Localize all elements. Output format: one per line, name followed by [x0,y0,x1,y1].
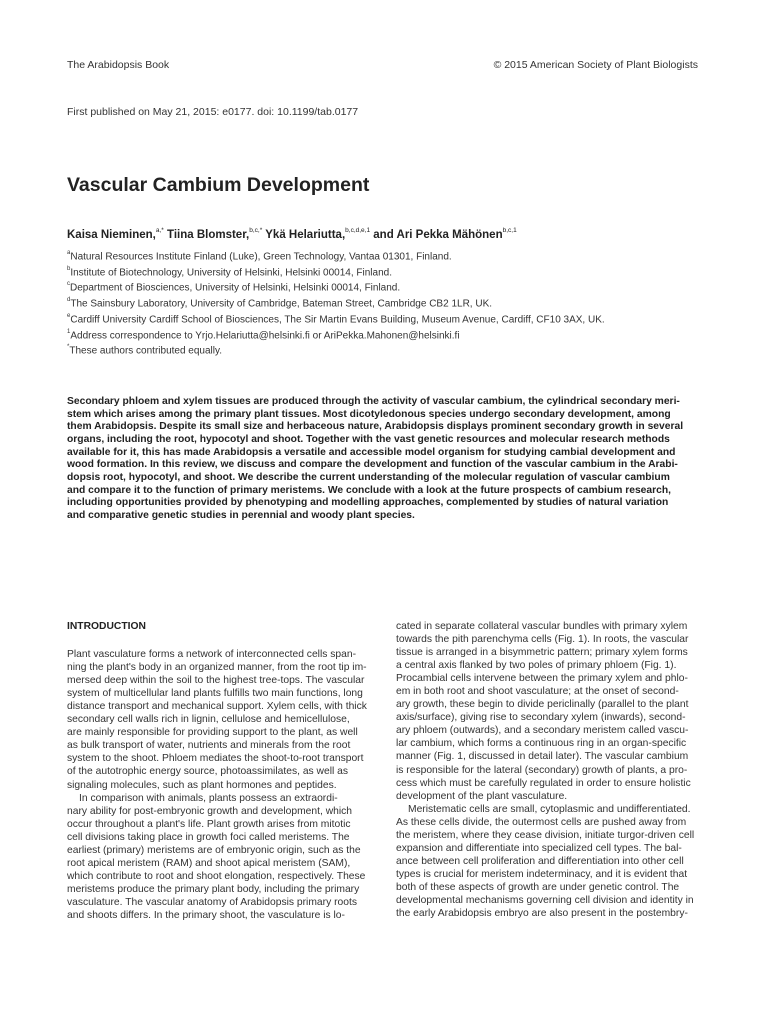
affiliation-text: Natural Resources Institute Finland (Luke), Green Technology, Vantaa 01301, Finland. [70,251,452,263]
affiliation-mark: d [67,297,71,304]
text-line: secondary cell walls rich in lignin, cellulose and hemicellulose, [67,714,350,726]
affiliation-text: Department of Biosciences, University of Helsinki, Helsinki 00014, Finland. [70,282,401,294]
text-line: earliest (primary) meristems are of embryonic origin, such as the [67,844,361,856]
text-line: tissue is arranged in a bisymmetric pattern; primary xylem forms [396,647,688,659]
text-line: the meristem, where they cease division, initiate turgor-driven cell [396,829,695,841]
text-line: Meristematic cells are small, cytoplasmic and undifferentiated. [408,803,691,815]
text-line: system of multicellular land plants fulfills two main functions, long [67,688,363,700]
text-line: distance transport and mechanical support. Xylem cells, with thick [67,701,367,713]
text-line: em in both root and shoot vasculature; at the onset of second- [396,686,679,698]
affiliation-mark: c [67,281,70,288]
text-line: available for it, this has made Arabidopsis a versatile and accessible model organism for studying cambial development and [67,446,676,458]
text-line: occur throughout a plant's life. Plant growth arises from mitotic [67,818,351,830]
author-name: Ykä Helariutta, [265,228,346,241]
affiliation-mark: b [67,265,71,272]
affiliation-text: The Sainsbury Laboratory, University of Cambridge, Bateman Street, Cambridge CB2 1LR, UK. [70,298,493,310]
text-line: is responsible for the lateral (secondary) growth of plants, a pro- [396,764,688,776]
text-line: signaling molecules, such as plant hormones and peptides. [67,779,337,791]
affiliation-item [67,327,605,343]
text-line: cess which must be carefully regulated in order to ensure holistic [396,777,691,789]
text-line: vasculature. The vascular anatomy of Arabidopsis primary roots [67,896,357,908]
affiliation-item [67,311,605,327]
text-line: In comparison with animals, plants possess an extraordi- [79,792,338,804]
text-line: Secondary phloem and xylem tissues are produced through the activity of vascular cambium, the cylindrical secondary meri- [67,396,680,407]
affiliation-text: These authors contributed equally. [69,345,223,357]
text-line: development of the plant vasculature. [396,790,568,802]
affiliation-mark: 1 [67,328,71,335]
text-line: meristems produce the primary plant body, including the primary [67,883,360,895]
text-line: of the autotrophic energy source, photoassimilates, as well as [67,766,349,778]
text-line: system to the shoot. Phloem mediates the shoot-to-root transport [67,753,364,765]
text-line: ary phloem (outwards), and a secondary meristem called vascu- [396,725,689,737]
journal-name: The Arabidopsis Book [67,59,170,71]
text-line: cell divisions taking place in growth foci called meristems. The [67,831,350,843]
text-line: including opportunities provided by phenotyping and modelling approaches, complemented by studies of natural variation [67,497,669,509]
affiliation-text: Address correspondence to Yrjo.Helariutta@helsinki.fi or AriPekka.Mahonen@helsinki.fi [70,330,460,341]
text-line: stem which arises among the primary plant tissues. Most dicotyledonous species undergo secondary development, among [67,408,671,420]
text-line: developmental mechanisms governing cell division and identity in [396,894,694,906]
article-title: Vascular Cambium Development [67,174,370,196]
text-line: towards the pith parenchyma cells (Fig. 1). In roots, the vascular [396,634,689,646]
text-line: ary growth, these begin to divide periclinally (parallel to the plant [396,699,689,711]
author-affiliation-marks: b,c,* [249,227,263,234]
publication-line: First published on May 21, 2015: e0177. doi: 10.1199/tab.0177 [67,106,359,118]
text-line: expansion and differentiate into specialized cell types. The bal- [396,842,682,854]
affiliation-mark: a [67,250,71,256]
text-line: which contribute to root and shoot elongation, respectively. These [67,870,366,882]
section-heading-introduction: INTRODUCTION [67,621,146,632]
affiliation-text: Cardiff University Cardiff School of Biosciences, The Sir Martin Evans Building, Museum Avenue, Cardiff, CF10 3AX, UK. [70,314,605,326]
copyright-notice: © 2015 American Society of Plant Biologists [493,59,698,71]
text-line: lar cambium, which forms a continuous ring in an organ-specific [396,738,687,750]
left-column-text [67,648,373,922]
abstract [67,396,700,523]
text-line: axis/surface), giving rise to secondary xylem (inwards), second- [396,712,686,724]
text-line: ning the plant's body in an organized manner, from the root tip im- [67,662,367,674]
body-column-right [396,620,702,920]
text-line: manner (Fig. 1, discussed in detail later). The vascular cambium [396,751,689,763]
affiliation-mark: * [67,344,70,351]
text-line: dopsis root, hypocotyl, and shoot. We describe the current understanding of the molecular regulation of vascular cambium [67,471,670,483]
text-line: nary ability for post-embryonic growth and development, which [67,805,353,817]
text-line: and comparative genetic studies in perennial and woody plant species. [67,509,415,521]
affiliation-item [67,264,605,280]
text-line: wood formation. In this review, we discuss and compare the development and function of the vascular cambium in the Arabi- [67,459,678,471]
affiliation-list [67,248,605,358]
affiliation-item [67,279,605,295]
right-column-text [396,620,702,920]
text-line: a central axis flanked by two poles of primary phloem (Fig. 1). [396,660,677,672]
text-line: the early Arabidopsis embryo are also present in the postembry- [396,908,688,920]
text-line: both of these aspects of growth are under genetic control. The [396,881,680,893]
author-name: Kaisa Nieminen, [67,228,156,241]
text-line: ance between cell proliferation and differentiation into other cell [396,855,684,867]
author-affiliation-marks: b,c,1 [502,227,517,234]
affiliation-item [67,295,605,311]
author-affiliation-marks: a,* [155,227,164,234]
text-line: Procambial cells intervene between the primary xylem and phlo- [396,673,688,685]
author-name: Ari Pekka Mähönen [396,228,503,241]
author-affiliation-marks: b,c,d,e,1 [345,227,371,234]
text-line: them Arabidopsis. Despite its small size and herbaceous nature, Arabidopsis displays prominent secondary growth in several [67,421,684,433]
text-line: types is crucial for meristem indeterminacy, and it is evident that [396,868,688,880]
author-list [67,228,517,241]
text-line: and compare it to the function of primary meristems. We conclude with a look at the future prospects of cambium research, [67,484,672,496]
author-separator: and [370,228,397,241]
text-line: as bulk transport of water, nutrients and minerals from the root [67,740,351,752]
affiliation-mark: e [67,312,71,319]
text-line: are mainly responsible for providing support to the plant, as well [67,727,358,739]
text-line: root apical meristem (RAM) and shoot apical meristem (SAM), [67,857,351,869]
affiliation-item [67,342,605,358]
text-line: cated in separate collateral vascular bundles with primary xylem [396,621,688,632]
affiliation-text: Institute of Biotechnology, University of Helsinki, Helsinki 00014, Finland. [70,267,392,279]
text-line: As these cells divide, the outermost cells are pushed away from [396,816,687,828]
text-line: Plant vasculature forms a network of interconnected cells span- [67,649,357,661]
author-name: Tiina Blomster, [167,228,250,241]
affiliation-item [67,248,605,264]
text-line: mersed deep within the soil to the highest tree-tops. The vascular [67,675,365,687]
body-column-left [67,620,373,922]
text-line: organs, including the root, hypocotyl and shoot. Together with the vast genetic resources and molecular research methods [67,433,670,445]
text-line: and shoots differs. In the primary shoot, the vasculature is lo- [67,909,345,921]
